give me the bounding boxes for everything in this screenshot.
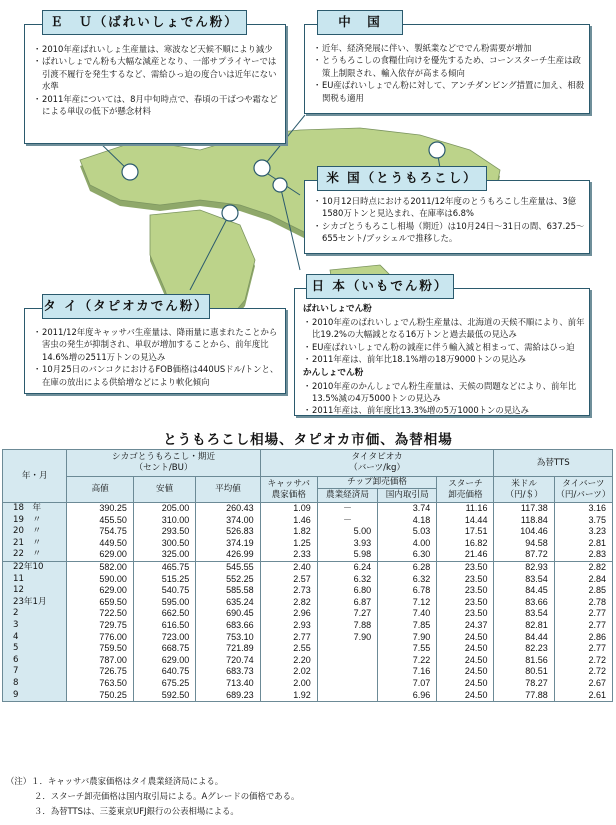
table-cell: 118.84 <box>494 515 554 527</box>
table-cell: 2.02 <box>260 666 317 678</box>
table-cell: 2.20 <box>260 655 317 667</box>
chicago-header: シカゴとうもろこし・期近 （セント/BU） <box>67 450 260 477</box>
table-cell: 629.00 <box>67 585 134 597</box>
eu-title: Ｅ Ｕ（ばれいしょでん粉） <box>42 10 247 35</box>
marker-us <box>429 142 445 158</box>
table-cell: 77.88 <box>494 690 554 702</box>
us-box <box>304 180 590 254</box>
table-cell: 3.75 <box>554 515 612 527</box>
table-cell: 2.61 <box>554 690 612 702</box>
table-cell: 2.85 <box>554 585 612 597</box>
table-cell: 455.50 <box>67 515 134 527</box>
table-cell: 325.00 <box>133 549 195 561</box>
table-cell: 7.07 <box>378 678 437 690</box>
table-cell: 117.38 <box>494 503 554 515</box>
table-cell: 16.82 <box>437 538 494 550</box>
table-cell: 24.50 <box>437 632 494 644</box>
table-row <box>3 608 613 620</box>
low-header: 安値 <box>133 477 195 503</box>
table-cell: 2.77 <box>554 643 612 655</box>
table-cell: 24.50 <box>437 666 494 678</box>
table-cell: 683.66 <box>196 620 260 632</box>
table-cell: 465.75 <box>133 561 195 573</box>
starch-header: スターチ 卸売価格 <box>437 477 494 503</box>
table-cell: 426.99 <box>196 549 260 561</box>
table-cell: 4.00 <box>378 538 437 550</box>
table-cell: 5.98 <box>317 549 377 561</box>
table-cell: 24.50 <box>437 690 494 702</box>
table-cell: 2.82 <box>260 597 317 609</box>
tts-header: 為替TTS <box>494 450 613 477</box>
table-cell: 94.58 <box>494 538 554 550</box>
table-row <box>3 632 613 644</box>
row-label: 9 <box>3 690 67 702</box>
china-box <box>304 24 590 114</box>
table-cell: 14.44 <box>437 515 494 527</box>
table-cell: 515.25 <box>133 574 195 586</box>
table-cell: 17.51 <box>437 526 494 538</box>
table-row <box>3 561 613 573</box>
table-cell: 2.77 <box>554 608 612 620</box>
table-cell: 629.00 <box>67 549 134 561</box>
table-cell: 759.50 <box>67 643 134 655</box>
thai-item: ・ 10月25日のバンコクにおけるFOB価格は440USドル/トンと、在庫の放出による供給増などにより軟化傾向 <box>33 363 281 388</box>
table-cell: 2.00 <box>260 678 317 690</box>
table-cell: 81.56 <box>494 655 554 667</box>
table-cell: 6.78 <box>378 585 437 597</box>
row-label: 5 <box>3 643 67 655</box>
table-cell <box>317 678 377 690</box>
table-cell: 24.37 <box>437 620 494 632</box>
table-cell: 2.72 <box>554 666 612 678</box>
table-cell: 104.46 <box>494 526 554 538</box>
table-cell: 82.23 <box>494 643 554 655</box>
table-row <box>3 526 613 538</box>
table-row <box>3 549 613 561</box>
table-cell: 7.90 <box>378 632 437 644</box>
table-cell: 82.81 <box>494 620 554 632</box>
table-cell: 24.50 <box>437 678 494 690</box>
table-cell: 23.50 <box>437 561 494 573</box>
table-cell: 616.50 <box>133 620 195 632</box>
notes <box>6 774 299 819</box>
table-cell: 6.32 <box>317 574 377 586</box>
table-row <box>3 597 613 609</box>
table-cell: 590.00 <box>67 574 134 586</box>
china-item: ・ とうもろこしの食糧仕向けを優先するため、コーンスターチ生産は政策上制限され、輸入依存が高まる傾向 <box>313 54 585 79</box>
table-cell: 2.33 <box>260 549 317 561</box>
table-cell: 6.30 <box>378 549 437 561</box>
table-cell: 2.96 <box>260 608 317 620</box>
table-cell: 6.24 <box>317 561 377 573</box>
row-label: 21 〃 <box>3 538 67 550</box>
marker-china <box>254 160 270 176</box>
table-cell: － <box>317 515 377 527</box>
table-cell: 390.25 <box>67 503 134 515</box>
table-cell: 640.75 <box>133 666 195 678</box>
table-cell: 23.50 <box>437 608 494 620</box>
table-cell: 2.40 <box>260 561 317 573</box>
marker-japan <box>273 178 287 192</box>
table-cell: 7.22 <box>378 655 437 667</box>
table-cell: 6.28 <box>378 561 437 573</box>
table-cell: 675.25 <box>133 678 195 690</box>
baht-header: タイバーツ （円/バーツ） <box>554 477 612 503</box>
row-label: 3 <box>3 620 67 632</box>
table-cell: 635.24 <box>196 597 260 609</box>
table-cell: 6.87 <box>317 597 377 609</box>
japan-potato-item: ・ 2010年産のばれいしょでん粉生産量は、北海道の天候不順により、前年比19.2%の大幅減となる16万トンと過去最低の見込み <box>303 316 585 341</box>
japan-sweet-item: ・ 2010年産のかんしょでん粉生産量は、天候の問題などにより、前年比13.5%減の4万5000トンの見込み <box>303 380 585 405</box>
table-cell: 84.45 <box>494 585 554 597</box>
table-cell: 668.75 <box>133 643 195 655</box>
table-row <box>3 620 613 632</box>
table-row <box>3 678 613 690</box>
table-cell: 2.83 <box>554 549 612 561</box>
japan-sweet-item: ・ 2011年産は、前年度比13.3%増の5万1000トンの見込み <box>303 404 585 416</box>
table-cell: 1.25 <box>260 538 317 550</box>
us-item: ・ シカゴとうもろこし相場（期近）は10月24日～31日の間、637.25～655セント/ブッシェルで推移した。 <box>313 220 585 245</box>
eu-item: ・ 2010年産ばれいしょ生産量は、寒波など天候不順により減少 <box>33 43 281 55</box>
table-cell: 689.23 <box>196 690 260 702</box>
row-label: 23年1月 <box>3 597 67 609</box>
table-row <box>3 690 613 702</box>
thai-title: タ イ（タピオカでん粉） <box>42 294 210 319</box>
table-cell: 582.00 <box>67 561 134 573</box>
table-cell: 23.50 <box>437 574 494 586</box>
thai-item: ・ 2011/12年度キャッサバ生産量は、降雨量に恵まれたことから害虫の発生が抑制され、単収が増加することから、前年度比14.6%増の2511万トンの見込み <box>33 326 281 363</box>
table-cell: 5.00 <box>317 526 377 538</box>
rates-table <box>2 449 613 702</box>
table-cell: 310.00 <box>133 515 195 527</box>
table-cell: 754.75 <box>67 526 134 538</box>
table-cell <box>317 666 377 678</box>
row-label: 12 <box>3 585 67 597</box>
table-cell: 7.40 <box>378 608 437 620</box>
eu-box <box>24 24 286 144</box>
table-cell: 5.03 <box>378 526 437 538</box>
table-cell: 7.88 <box>317 620 377 632</box>
cassava-header: キャッサバ 農家価格 <box>260 477 317 503</box>
table-cell: 729.75 <box>67 620 134 632</box>
table-cell: 763.50 <box>67 678 134 690</box>
table-cell: 84.44 <box>494 632 554 644</box>
row-label: 6 <box>3 655 67 667</box>
table-cell: 3.93 <box>317 538 377 550</box>
note-3: ３．為替TTSは、三菱東京UFJ銀行の公表相場による。 <box>34 806 239 816</box>
table-cell <box>317 655 377 667</box>
table-cell: 659.50 <box>67 597 134 609</box>
table-cell: 2.72 <box>554 655 612 667</box>
row-label: 19 〃 <box>3 515 67 527</box>
row-label: 20 〃 <box>3 526 67 538</box>
table-cell: 540.75 <box>133 585 195 597</box>
japan-potato-item: ・ EU産ばれいしょでん粉の減産に伴う輸入減と相まって、需給はひっ迫 <box>303 341 585 353</box>
table-cell: 2.84 <box>554 574 612 586</box>
table-cell: 1.92 <box>260 690 317 702</box>
table-cell: 721.89 <box>196 643 260 655</box>
table-cell: 2.93 <box>260 620 317 632</box>
table-cell: 2.77 <box>260 632 317 644</box>
table-cell: 552.25 <box>196 574 260 586</box>
table-row <box>3 538 613 550</box>
table-cell: 2.67 <box>554 678 612 690</box>
table-cell: 2.82 <box>554 561 612 573</box>
table-cell: 11.16 <box>437 503 494 515</box>
japan-title: 日 本（いもでん粉） <box>306 274 454 299</box>
row-label: 11 <box>3 574 67 586</box>
note-1: （注）１．キャッサバ農家価格はタイ農業経済局による。 <box>6 776 224 786</box>
table-cell: 24.50 <box>437 655 494 667</box>
usd-header: 米ドル （円/＄） <box>494 477 554 503</box>
avg-header: 平均値 <box>196 477 260 503</box>
table-cell: 7.55 <box>378 643 437 655</box>
table-row <box>3 655 613 667</box>
table-cell: 4.18 <box>378 515 437 527</box>
note-2: ２．スターチ卸売価格は国内取引局による。Aグレードの価格である。 <box>34 791 300 801</box>
table-cell: 690.45 <box>196 608 260 620</box>
table-cell: 7.27 <box>317 608 377 620</box>
table-cell: 720.74 <box>196 655 260 667</box>
chip-domestic-header: 国内取引局 <box>378 489 437 503</box>
japan-box <box>294 288 590 416</box>
us-title: 米 国（とうもろこし） <box>317 166 487 191</box>
table-cell: 83.54 <box>494 574 554 586</box>
table-cell: 750.25 <box>67 690 134 702</box>
table-cell: 776.00 <box>67 632 134 644</box>
table-cell: 2.77 <box>554 620 612 632</box>
table-cell: 713.40 <box>196 678 260 690</box>
row-label: 22年10 <box>3 561 67 573</box>
table-cell: 80.51 <box>494 666 554 678</box>
table-row <box>3 666 613 678</box>
row-label: 4 <box>3 632 67 644</box>
eu-item: ・ ばれいしょでん粉も大幅な減産となり、一部サプライヤーでは引渡不履行を発生するなど、需給ひっ迫の度合いは近年にない水準 <box>33 55 281 92</box>
tapioca-header: タイタピオカ （バーツ/kg） <box>260 450 494 477</box>
table-cell: － <box>317 503 377 515</box>
table-cell: 526.83 <box>196 526 260 538</box>
table-cell: 592.50 <box>133 690 195 702</box>
table-body <box>3 503 613 702</box>
table-cell: 3.23 <box>554 526 612 538</box>
table-row <box>3 515 613 527</box>
table-cell: 2.55 <box>260 643 317 655</box>
high-header: 高値 <box>67 477 134 503</box>
table-cell: 7.90 <box>317 632 377 644</box>
table-cell: 23.50 <box>437 597 494 609</box>
row-header: 年・月 <box>3 450 67 503</box>
table-cell: 1.09 <box>260 503 317 515</box>
table-cell: 300.50 <box>133 538 195 550</box>
table-cell: 82.93 <box>494 561 554 573</box>
table-cell: 2.81 <box>554 538 612 550</box>
table-cell: 7.16 <box>378 666 437 678</box>
table-cell: 3.74 <box>378 503 437 515</box>
table-cell: 723.00 <box>133 632 195 644</box>
table-row <box>3 574 613 586</box>
table-cell: 87.72 <box>494 549 554 561</box>
table-cell: 722.50 <box>67 608 134 620</box>
table-cell: 1.82 <box>260 526 317 538</box>
table-cell: 585.58 <box>196 585 260 597</box>
table-cell: 1.46 <box>260 515 317 527</box>
japan-sweet-heading: かんしょでん粉 <box>303 367 364 378</box>
us-item: ・ 10月12日時点における2011/12年度のとうもろこし生産量は、3億1580万トンと見込まれ、在庫率は6.8% <box>313 195 585 220</box>
row-label: 8 <box>3 678 67 690</box>
table-cell: 7.85 <box>378 620 437 632</box>
table-cell: 545.55 <box>196 561 260 573</box>
table-cell: 7.12 <box>378 597 437 609</box>
table-cell: 662.50 <box>133 608 195 620</box>
table-row <box>3 585 613 597</box>
table-cell: 2.73 <box>260 585 317 597</box>
table-cell: 24.50 <box>437 643 494 655</box>
table-cell: 2.86 <box>554 632 612 644</box>
table-cell: 595.00 <box>133 597 195 609</box>
table-cell: 2.78 <box>554 597 612 609</box>
table-cell: 83.66 <box>494 597 554 609</box>
japan-potato-item: ・ 2011年産は、前年比18.1%増の18万9000トンの見込み <box>303 353 585 365</box>
row-label: 18 年 <box>3 503 67 515</box>
table-cell: 449.50 <box>67 538 134 550</box>
china-title: 中 国 <box>317 10 403 35</box>
table-cell: 683.73 <box>196 666 260 678</box>
table-cell: 753.10 <box>196 632 260 644</box>
table-cell: 374.19 <box>196 538 260 550</box>
japan-potato-heading: ばれいしょでん粉 <box>303 304 372 314</box>
table-title: とうもろこし相場、タピオカ市価、為替相場 <box>163 432 453 448</box>
table-cell: 260.43 <box>196 503 260 515</box>
table-row <box>3 503 613 515</box>
table-cell: 629.00 <box>133 655 195 667</box>
table-cell: 6.80 <box>317 585 377 597</box>
marker-thai <box>222 205 238 221</box>
table-row <box>3 643 613 655</box>
table-cell: 78.27 <box>494 678 554 690</box>
china-item: ・ EU産ばれいしょでん粉に対して、アンチダンピング措置に加え、相殺関税も適用 <box>313 79 585 104</box>
table-cell: 6.32 <box>378 574 437 586</box>
row-label: 2 <box>3 608 67 620</box>
table-cell: 2.57 <box>260 574 317 586</box>
chip-farm-header: 農業経済局 <box>317 489 377 503</box>
table-cell: 374.00 <box>196 515 260 527</box>
row-label: 7 <box>3 666 67 678</box>
row-label: 22 〃 <box>3 549 67 561</box>
china-item: ・ 近年、経済発展に伴い、製紙業などででん粉需要が増加 <box>313 42 585 54</box>
table-cell: 21.46 <box>437 549 494 561</box>
chip-header: チップ卸売価格 <box>317 477 436 489</box>
table-cell: 83.54 <box>494 608 554 620</box>
table-cell: 205.00 <box>133 503 195 515</box>
eu-item: ・ 2011年産については、8月中旬時点で、春頃の干ばつや霜などによる単収の低下が懸念材料 <box>33 93 281 118</box>
table-cell: 23.50 <box>437 585 494 597</box>
table-cell: 293.50 <box>133 526 195 538</box>
thai-box <box>24 308 286 394</box>
table-cell <box>317 690 377 702</box>
table-cell: 3.16 <box>554 503 612 515</box>
table-cell: 787.00 <box>67 655 134 667</box>
table-cell: 6.96 <box>378 690 437 702</box>
marker-eu <box>122 164 138 180</box>
table-cell <box>317 643 377 655</box>
table-cell: 726.75 <box>67 666 134 678</box>
